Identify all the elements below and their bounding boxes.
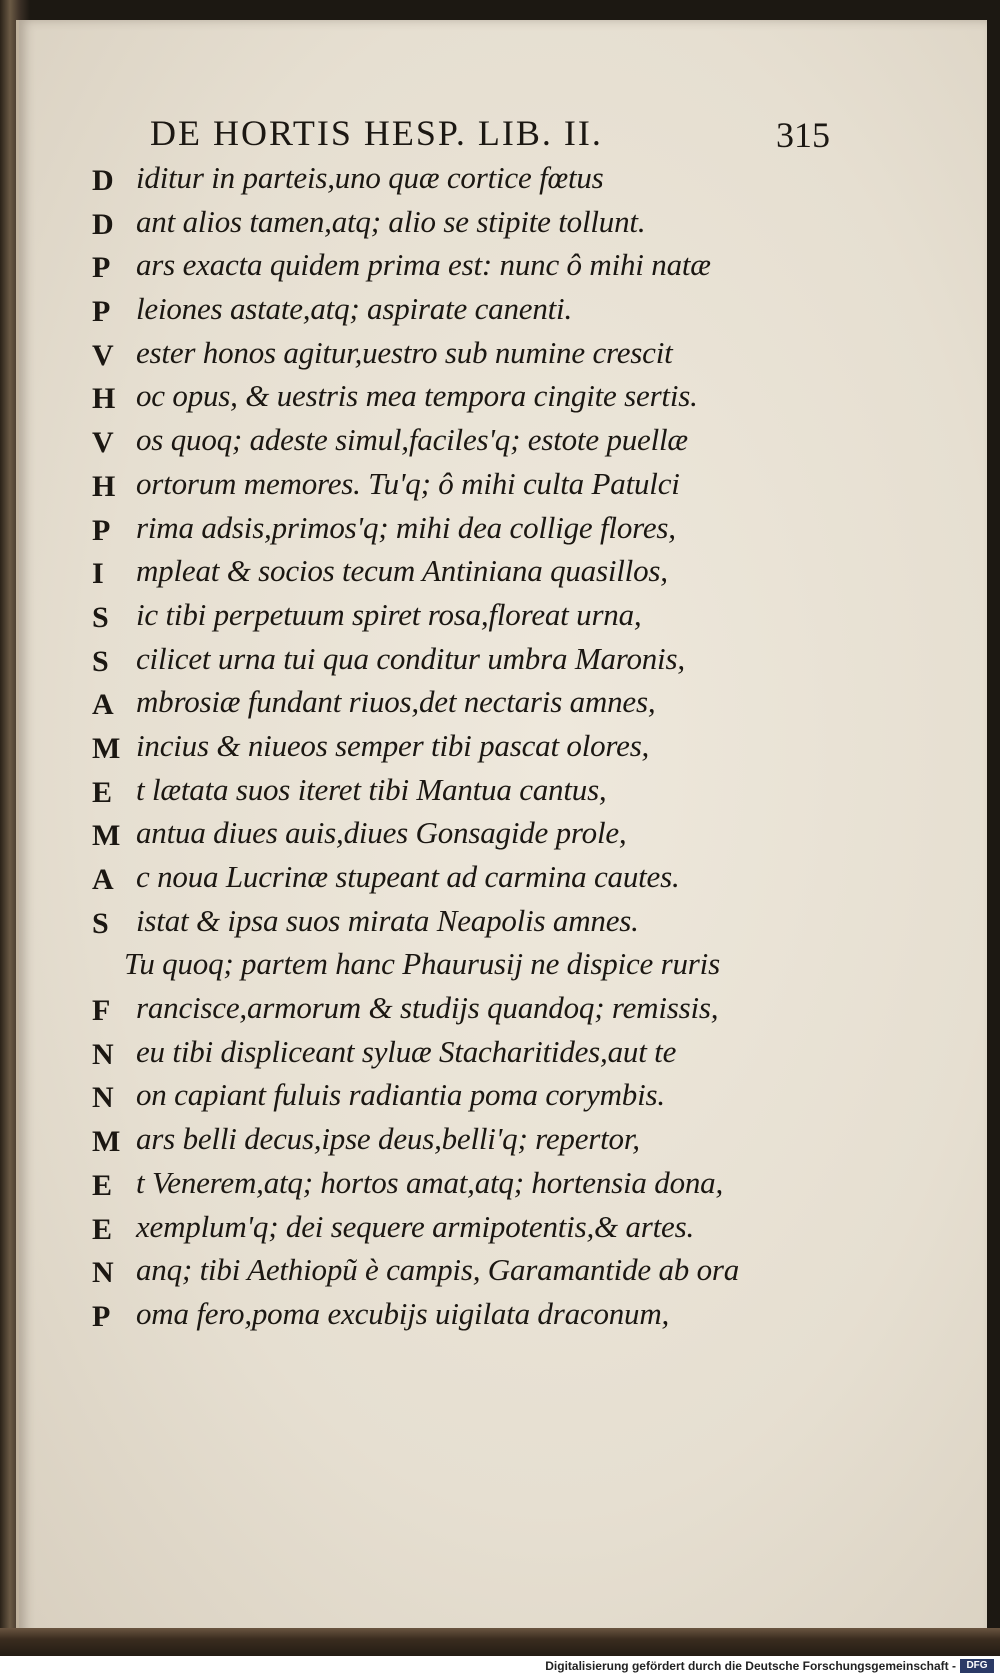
verse-initial: A <box>92 863 114 896</box>
dfg-logo: DFG <box>960 1659 994 1673</box>
verse-text: antua diues auis,diues Gonsagide prole, <box>136 815 627 851</box>
verse-line <box>92 813 812 857</box>
verse-initial: P <box>92 251 111 285</box>
verse-line <box>92 508 812 552</box>
verse-text: leiones astate,atq; aspirate canenti. <box>136 291 572 327</box>
verse-text: c noua Lucrinæ stupeant ad carmina cautes. <box>136 859 680 894</box>
verse-initial: D <box>92 207 114 241</box>
verse-line <box>92 202 812 246</box>
verse-line <box>92 857 812 901</box>
verse-initial: V <box>92 426 114 460</box>
verse-text: mbrosiæ fundant riuos,det nectaris amnes, <box>136 684 656 720</box>
verse-line <box>92 1075 812 1119</box>
verse-line <box>92 420 812 464</box>
verse-line <box>92 289 812 333</box>
verse-text: ester honos agitur,uestro sub numine crescit <box>136 334 673 370</box>
verse-initial: N <box>92 1037 114 1071</box>
verse-line <box>92 1207 812 1251</box>
verse-line <box>92 639 812 683</box>
verse-line <box>92 464 812 508</box>
verse-initial: N <box>92 1081 114 1115</box>
verse-text: rima adsis,primos'q; mihi dea collige flores, <box>136 509 676 545</box>
verse-line <box>92 158 812 202</box>
verse-text: oc opus, & uestris mea tempora cingite sertis. <box>136 378 698 414</box>
verse-line <box>92 551 812 595</box>
running-header <box>150 112 830 156</box>
verse-line <box>92 770 812 814</box>
verse-text: ant alios tamen,atq; alio se stipite tollunt. <box>136 203 646 239</box>
verse-line <box>92 595 812 639</box>
page-number: 315 <box>776 115 830 155</box>
verse-initial: S <box>92 644 109 678</box>
verse-initial: E <box>92 1212 113 1246</box>
verse-text: eu tibi displiceant syluæ Stacharitides,aut te <box>136 1033 677 1069</box>
verse-initial: H <box>92 382 116 416</box>
verse-text: ars belli decus,ipse deus,belli'q; repertor, <box>136 1121 640 1157</box>
verse-line <box>92 376 812 420</box>
verse-text: xemplum'q; dei sequere armipotentis,& artes. <box>136 1208 695 1244</box>
verse-line <box>92 1163 812 1207</box>
verse-text: rancisce,armorum & studijs quandoq; remissis, <box>136 990 719 1026</box>
verse-initial: M <box>92 731 121 765</box>
running-title: DE HORTIS HESP. LIB. II. <box>150 113 603 153</box>
verse-text: ic tibi perpetuum spiret rosa,floreat urna, <box>136 596 642 632</box>
verse-text: on capiant fuluis radiantia poma corymbis. <box>136 1077 665 1113</box>
verse-initial: A <box>92 688 114 722</box>
verse-initial: P <box>92 295 111 329</box>
verse-line <box>92 726 812 770</box>
verse-initial: P <box>92 513 111 547</box>
verse-line <box>92 682 812 726</box>
funding-credit: Digitalisierung gefördert durch die Deutsche Forschungsgemeinschaft - <box>545 1659 956 1673</box>
verse-initial: H <box>92 469 116 503</box>
verse-line <box>92 901 812 945</box>
verse-initial: S <box>92 906 109 940</box>
verse-text: iditur in parteis,uno quæ cortice fœtus <box>136 160 604 195</box>
footer-bar <box>0 1656 1000 1676</box>
verse-line <box>92 1032 812 1076</box>
verse-initial: V <box>92 338 114 372</box>
verse-initial: E <box>92 775 113 809</box>
verse-initial: M <box>92 1125 121 1159</box>
verse-initial: S <box>92 600 109 634</box>
verse-text: os quoq; adeste simul,faciles'q; estote puellæ <box>136 422 688 458</box>
verse-text: t Venerem,atq; hortos amat,atq; hortensia dona, <box>136 1164 724 1200</box>
verse-initial: M <box>92 819 121 853</box>
verse-text: Tu quoq; partem hanc Phaurusij ne dispice ruris <box>124 946 720 982</box>
verse-text: istat & ipsa suos mirata Neapolis amnes. <box>136 902 639 938</box>
verse-initial: I <box>92 557 104 591</box>
verse-text: t lætata suos iteret tibi Mantua cantus, <box>136 771 607 807</box>
verse-text: anq; tibi Aethiopũ è campis, Garamantide ab ora <box>136 1252 740 1288</box>
verse-text: ars exacta quidem prima est: nunc ô mihi natæ <box>136 247 711 283</box>
verse-initial: D <box>92 164 114 197</box>
verse-block <box>92 158 812 1338</box>
verse-initial: P <box>92 1299 111 1333</box>
verse-line <box>92 333 812 377</box>
verse-initial: E <box>92 1168 113 1202</box>
verse-line <box>92 245 812 289</box>
verse-initial: F <box>92 994 111 1028</box>
verse-text: incius & niueos semper tibi pascat olores, <box>136 727 650 763</box>
page-bottom-edge <box>0 1628 1000 1656</box>
verse-line <box>92 944 812 988</box>
verse-text: cilicet urna tui qua conditur umbra Maronis, <box>136 640 685 676</box>
verse-line <box>92 1294 812 1338</box>
verse-line <box>92 988 812 1032</box>
verse-initial: N <box>92 1256 114 1290</box>
verse-text: oma fero,poma excubijs uigilata draconum, <box>136 1295 670 1331</box>
verse-line <box>92 1250 812 1294</box>
verse-line <box>92 1119 812 1163</box>
verse-text: ortorum memores. Tu'q; ô mihi culta Patulci <box>136 465 680 501</box>
verse-text: mpleat & socios tecum Antiniana quasillos, <box>136 553 668 589</box>
